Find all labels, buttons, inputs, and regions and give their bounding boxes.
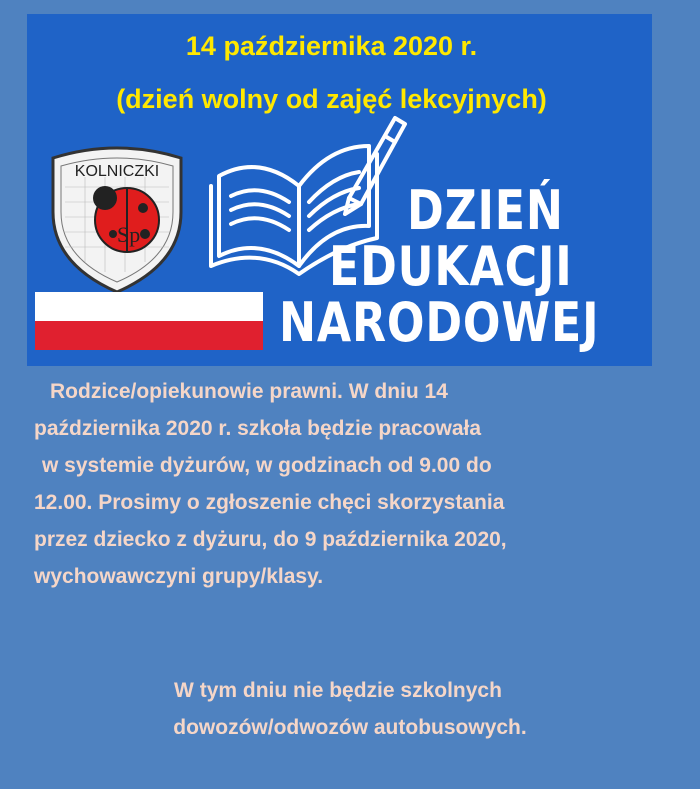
notice-line: przez dziecko z dyżuru, do 9 października 2020, [34, 528, 507, 551]
notice-line: w systemie dyżurów, w godzinach od 9.00 do [42, 454, 492, 477]
polish-flag-stripe [35, 292, 263, 350]
date-heading: 14 października 2020 r. [185, 31, 478, 61]
school-logo-initials: Sp [117, 222, 141, 247]
title-line-3: NARODOWEJ [279, 291, 600, 354]
notice-paragraph [34, 373, 507, 595]
notice-line: Rodzice/opiekunowie prawni. W dniu 14 [50, 380, 448, 403]
closing-line: W tym dniu nie będzie szkolnych [174, 679, 502, 702]
notice-line: wychowawczyni grupy/klasy. [34, 565, 324, 588]
title-line-2: EDUKACJI [329, 235, 573, 298]
notice-line: października 2020 r. szkoła będzie pracowała [34, 417, 482, 440]
notice-line: 12.00. Prosimy o zgłoszenie chęci skorzystania [34, 491, 505, 514]
school-logo-text: KOLNICZKI [74, 163, 160, 180]
title-line-1: DZIEŃ [407, 179, 564, 242]
school-logo-icon [45, 142, 189, 294]
day-off-subtitle: (dzień wolny od zajęć lekcyjnych) [116, 84, 547, 114]
closing-note [0, 672, 700, 746]
closing-line: dowozów/odwozów autobusowych. [173, 716, 527, 739]
banner [27, 14, 652, 366]
